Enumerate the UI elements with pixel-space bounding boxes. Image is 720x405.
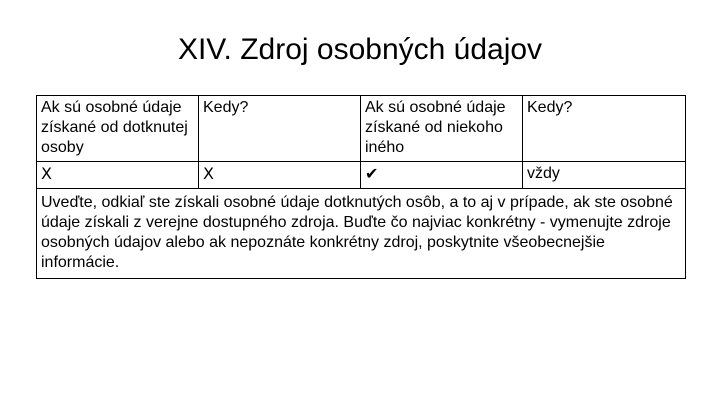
- mark-always: vždy: [523, 162, 686, 189]
- mark-cross-1: X: [37, 162, 199, 189]
- header-from-other-party: Ak sú osobné údaje získané od niekoho iného: [361, 96, 523, 162]
- checkmark-icon: ✔: [361, 162, 523, 189]
- header-from-data-subject: Ak sú osobné údaje získané od dotknutej osoby: [37, 96, 199, 162]
- header-when-2: Kedy?: [523, 96, 686, 162]
- header-when-1: Kedy?: [199, 96, 361, 162]
- mark-cross-2: X: [199, 162, 361, 189]
- table-marks-row: [37, 162, 686, 189]
- data-source-table: [36, 95, 686, 279]
- table-header-row: [37, 96, 686, 162]
- table-note-row: [37, 189, 686, 279]
- instruction-note: Uveďte, odkiaľ ste získali osobné údaje dotknutých osôb, a to aj v prípade, ak ste osobné údaje získali z verejne dostupného zdroja. Buďte čo najviac konkrétny - vymenujte zdroje osobných údajov alebo ak nepoznáte konkrétny zdroj, poskytnite všeobecnejšie informácie.: [37, 189, 686, 279]
- slide-title: XIV. Zdroj osobných údajov: [177, 33, 543, 66]
